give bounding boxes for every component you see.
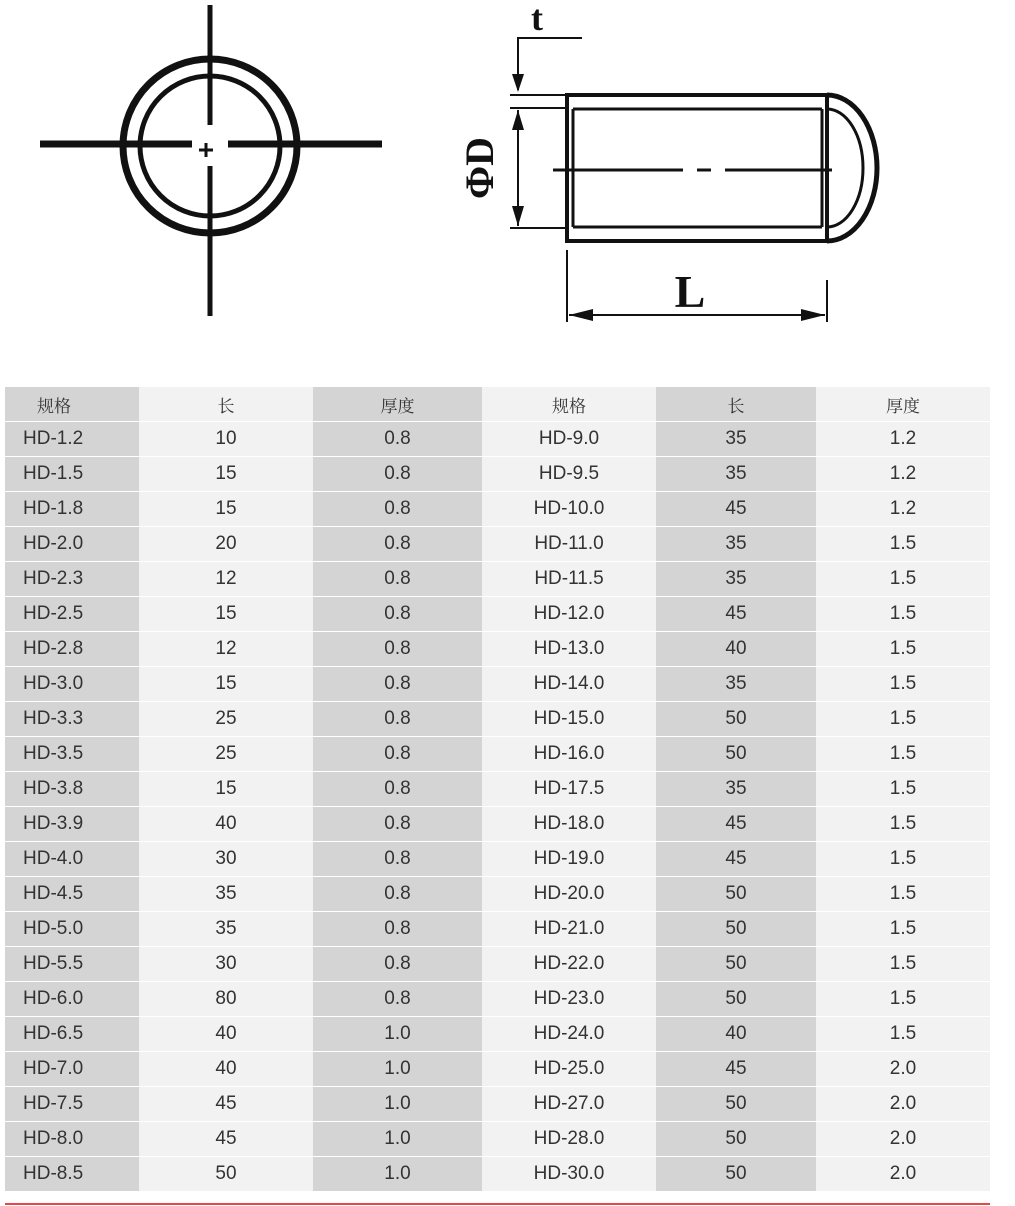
thickness-cell: 0.8	[313, 632, 482, 666]
thickness-cell: 1.0	[313, 1122, 482, 1156]
length-cell: 45	[656, 597, 816, 631]
length-cell: 50	[656, 947, 816, 981]
spec-cell: HD-1.2	[5, 422, 139, 456]
spec-cell: HD-19.0	[482, 842, 656, 876]
table-row	[5, 667, 990, 701]
spec-cell: HD-20.0	[482, 877, 656, 911]
spec-cell: HD-6.0	[5, 982, 139, 1016]
thickness-cell: 1.5	[816, 877, 990, 911]
header-spec: 规格	[482, 387, 656, 421]
thickness-cell: 0.8	[313, 422, 482, 456]
spec-cell: HD-17.5	[482, 772, 656, 806]
d-arrow-top	[512, 110, 524, 130]
thickness-cell: 0.8	[313, 562, 482, 596]
length-cell: 40	[139, 1017, 313, 1051]
thickness-cell: 0.8	[313, 737, 482, 771]
thickness-cell: 1.5	[816, 772, 990, 806]
thickness-cell: 0.8	[313, 492, 482, 526]
table-row	[5, 1122, 990, 1156]
length-cell: 50	[656, 877, 816, 911]
length-cell: 50	[656, 1157, 816, 1191]
spec-cell: HD-9.5	[482, 457, 656, 491]
spec-cell: HD-12.0	[482, 597, 656, 631]
dome-outer	[827, 95, 877, 241]
length-cell: 40	[139, 807, 313, 841]
length-cell: 50	[139, 1157, 313, 1191]
thickness-cell: 0.8	[313, 877, 482, 911]
table-row	[5, 457, 990, 491]
length-cell: 30	[139, 947, 313, 981]
thickness-cell: 0.8	[313, 457, 482, 491]
table-row	[5, 737, 990, 771]
table-row	[5, 492, 990, 526]
length-cell: 15	[139, 667, 313, 701]
thickness-cell: 0.8	[313, 772, 482, 806]
thickness-cell: 1.5	[816, 737, 990, 771]
spec-cell: HD-4.0	[5, 842, 139, 876]
length-cell: 40	[139, 1052, 313, 1086]
spec-cell: HD-14.0	[482, 667, 656, 701]
length-label: L	[674, 266, 706, 317]
length-cell: 50	[656, 737, 816, 771]
length-cell: 40	[656, 632, 816, 666]
spec-cell: HD-10.0	[482, 492, 656, 526]
thickness-cell: 0.8	[313, 667, 482, 701]
t-arrow	[512, 74, 524, 92]
length-cell: 12	[139, 632, 313, 666]
length-cell: 35	[139, 912, 313, 946]
thickness-cell: 0.8	[313, 807, 482, 841]
table-row	[5, 632, 990, 666]
length-cell: 45	[656, 1052, 816, 1086]
thickness-cell: 0.8	[313, 982, 482, 1016]
header-spec: 规格	[5, 387, 139, 421]
thickness-cell: 0.8	[313, 527, 482, 561]
length-cell: 35	[656, 422, 816, 456]
table-row	[5, 842, 990, 876]
length-cell: 35	[656, 562, 816, 596]
spec-cell: HD-22.0	[482, 947, 656, 981]
thickness-cell: 1.2	[816, 492, 990, 526]
table-row	[5, 702, 990, 736]
spec-cell: HD-25.0	[482, 1052, 656, 1086]
thickness-cell: 1.5	[816, 807, 990, 841]
spec-cell: HD-8.5	[5, 1157, 139, 1191]
d-arrow-bottom	[512, 206, 524, 226]
header-length: 长	[139, 387, 313, 421]
spec-cell: HD-21.0	[482, 912, 656, 946]
length-cell: 50	[656, 1087, 816, 1121]
thickness-cell: 1.5	[816, 667, 990, 701]
thickness-cell: 0.8	[313, 597, 482, 631]
spec-cell: HD-3.8	[5, 772, 139, 806]
table-row	[5, 807, 990, 841]
thickness-cell: 1.5	[816, 1017, 990, 1051]
length-cell: 35	[656, 772, 816, 806]
spec-cell: HD-4.5	[5, 877, 139, 911]
spec-table	[5, 386, 990, 1192]
spec-cell: HD-1.5	[5, 457, 139, 491]
length-cell: 15	[139, 457, 313, 491]
table-row	[5, 877, 990, 911]
table-row	[5, 772, 990, 806]
thickness-cell: 1.0	[313, 1052, 482, 1086]
spec-cell: HD-23.0	[482, 982, 656, 1016]
length-cell: 45	[139, 1087, 313, 1121]
length-cell: 45	[656, 807, 816, 841]
table-row	[5, 912, 990, 946]
thickness-cell: 1.2	[816, 422, 990, 456]
table-row	[5, 527, 990, 561]
diameter-label: ΦD	[457, 136, 502, 200]
dimension-arrows	[512, 74, 825, 321]
dome-inner	[827, 109, 863, 227]
l-arrow-right	[801, 309, 825, 321]
thickness-cell: 1.0	[313, 1087, 482, 1121]
length-cell: 25	[139, 737, 313, 771]
length-cell: 50	[656, 982, 816, 1016]
header-length: 长	[656, 387, 816, 421]
spec-cell: HD-1.8	[5, 492, 139, 526]
length-cell: 45	[656, 492, 816, 526]
spec-cell: HD-18.0	[482, 807, 656, 841]
spec-cell: HD-2.3	[5, 562, 139, 596]
spec-cell: HD-6.5	[5, 1017, 139, 1051]
spec-cell: HD-3.0	[5, 667, 139, 701]
side-view-body	[567, 95, 827, 241]
thickness-cell: 2.0	[816, 1087, 990, 1121]
thickness-cell: 1.0	[313, 1157, 482, 1191]
t-leader	[518, 38, 582, 90]
spec-cell: HD-11.0	[482, 527, 656, 561]
bottom-accent-rule	[5, 1203, 990, 1205]
length-cell: 20	[139, 527, 313, 561]
spec-cell: HD-27.0	[482, 1087, 656, 1121]
length-cell: 35	[656, 667, 816, 701]
spec-cell: HD-16.0	[482, 737, 656, 771]
table-row	[5, 982, 990, 1016]
table-row	[5, 422, 990, 456]
thickness-cell: 1.0	[313, 1017, 482, 1051]
spec-cell: HD-3.3	[5, 702, 139, 736]
spec-cell: HD-24.0	[482, 1017, 656, 1051]
length-cell: 40	[656, 1017, 816, 1051]
length-cell: 15	[139, 492, 313, 526]
spec-cell: HD-8.0	[5, 1122, 139, 1156]
spec-cell: HD-2.0	[5, 527, 139, 561]
thickness-cell: 1.5	[816, 632, 990, 666]
spec-cell: HD-9.0	[482, 422, 656, 456]
length-cell: 35	[139, 877, 313, 911]
length-cell: 50	[656, 1122, 816, 1156]
thickness-cell: 2.0	[816, 1157, 990, 1191]
length-cell: 45	[139, 1122, 313, 1156]
length-cell: 30	[139, 842, 313, 876]
thickness-cell: 1.5	[816, 562, 990, 596]
thickness-cell: 0.8	[313, 912, 482, 946]
thickness-cell: 0.8	[313, 702, 482, 736]
table-row	[5, 1157, 990, 1191]
spec-cell: HD-7.0	[5, 1052, 139, 1086]
table-row	[5, 562, 990, 596]
technical-drawing	[0, 0, 1015, 340]
spec-cell: HD-5.5	[5, 947, 139, 981]
length-cell: 45	[656, 842, 816, 876]
thickness-cell: 1.5	[816, 982, 990, 1016]
length-cell: 15	[139, 772, 313, 806]
spec-cell: HD-3.5	[5, 737, 139, 771]
thickness-label: t	[531, 0, 543, 38]
thickness-cell: 0.8	[313, 947, 482, 981]
length-cell: 10	[139, 422, 313, 456]
spec-cell: HD-3.9	[5, 807, 139, 841]
length-cell: 25	[139, 702, 313, 736]
end-view	[40, 5, 382, 316]
spec-cell: HD-7.5	[5, 1087, 139, 1121]
thickness-cell: 1.5	[816, 842, 990, 876]
length-cell: 80	[139, 982, 313, 1016]
table-header-row	[5, 387, 990, 421]
thickness-cell: 1.5	[816, 947, 990, 981]
thickness-cell: 1.5	[816, 597, 990, 631]
table-row	[5, 1087, 990, 1121]
spec-cell: HD-30.0	[482, 1157, 656, 1191]
thickness-cell: 1.5	[816, 702, 990, 736]
thickness-cell: 1.2	[816, 457, 990, 491]
header-thickness: 厚度	[313, 387, 482, 421]
length-cell: 35	[656, 457, 816, 491]
table-row	[5, 1017, 990, 1051]
table-row	[5, 1052, 990, 1086]
spec-cell: HD-2.8	[5, 632, 139, 666]
l-arrow-left	[569, 309, 593, 321]
spec-cell: HD-5.0	[5, 912, 139, 946]
thickness-cell: 2.0	[816, 1052, 990, 1086]
thickness-cell: 1.5	[816, 912, 990, 946]
spec-cell: HD-13.0	[482, 632, 656, 666]
length-cell: 35	[656, 527, 816, 561]
table-row	[5, 597, 990, 631]
thickness-cell: 2.0	[816, 1122, 990, 1156]
table-row	[5, 947, 990, 981]
length-cell: 50	[656, 912, 816, 946]
spec-cell: HD-2.5	[5, 597, 139, 631]
length-cell: 50	[656, 702, 816, 736]
spec-cell: HD-28.0	[482, 1122, 656, 1156]
spec-cell: HD-11.5	[482, 562, 656, 596]
spec-cell: HD-15.0	[482, 702, 656, 736]
length-cell: 15	[139, 597, 313, 631]
header-thickness: 厚度	[816, 387, 990, 421]
thickness-cell: 1.5	[816, 527, 990, 561]
length-cell: 12	[139, 562, 313, 596]
thickness-cell: 0.8	[313, 842, 482, 876]
